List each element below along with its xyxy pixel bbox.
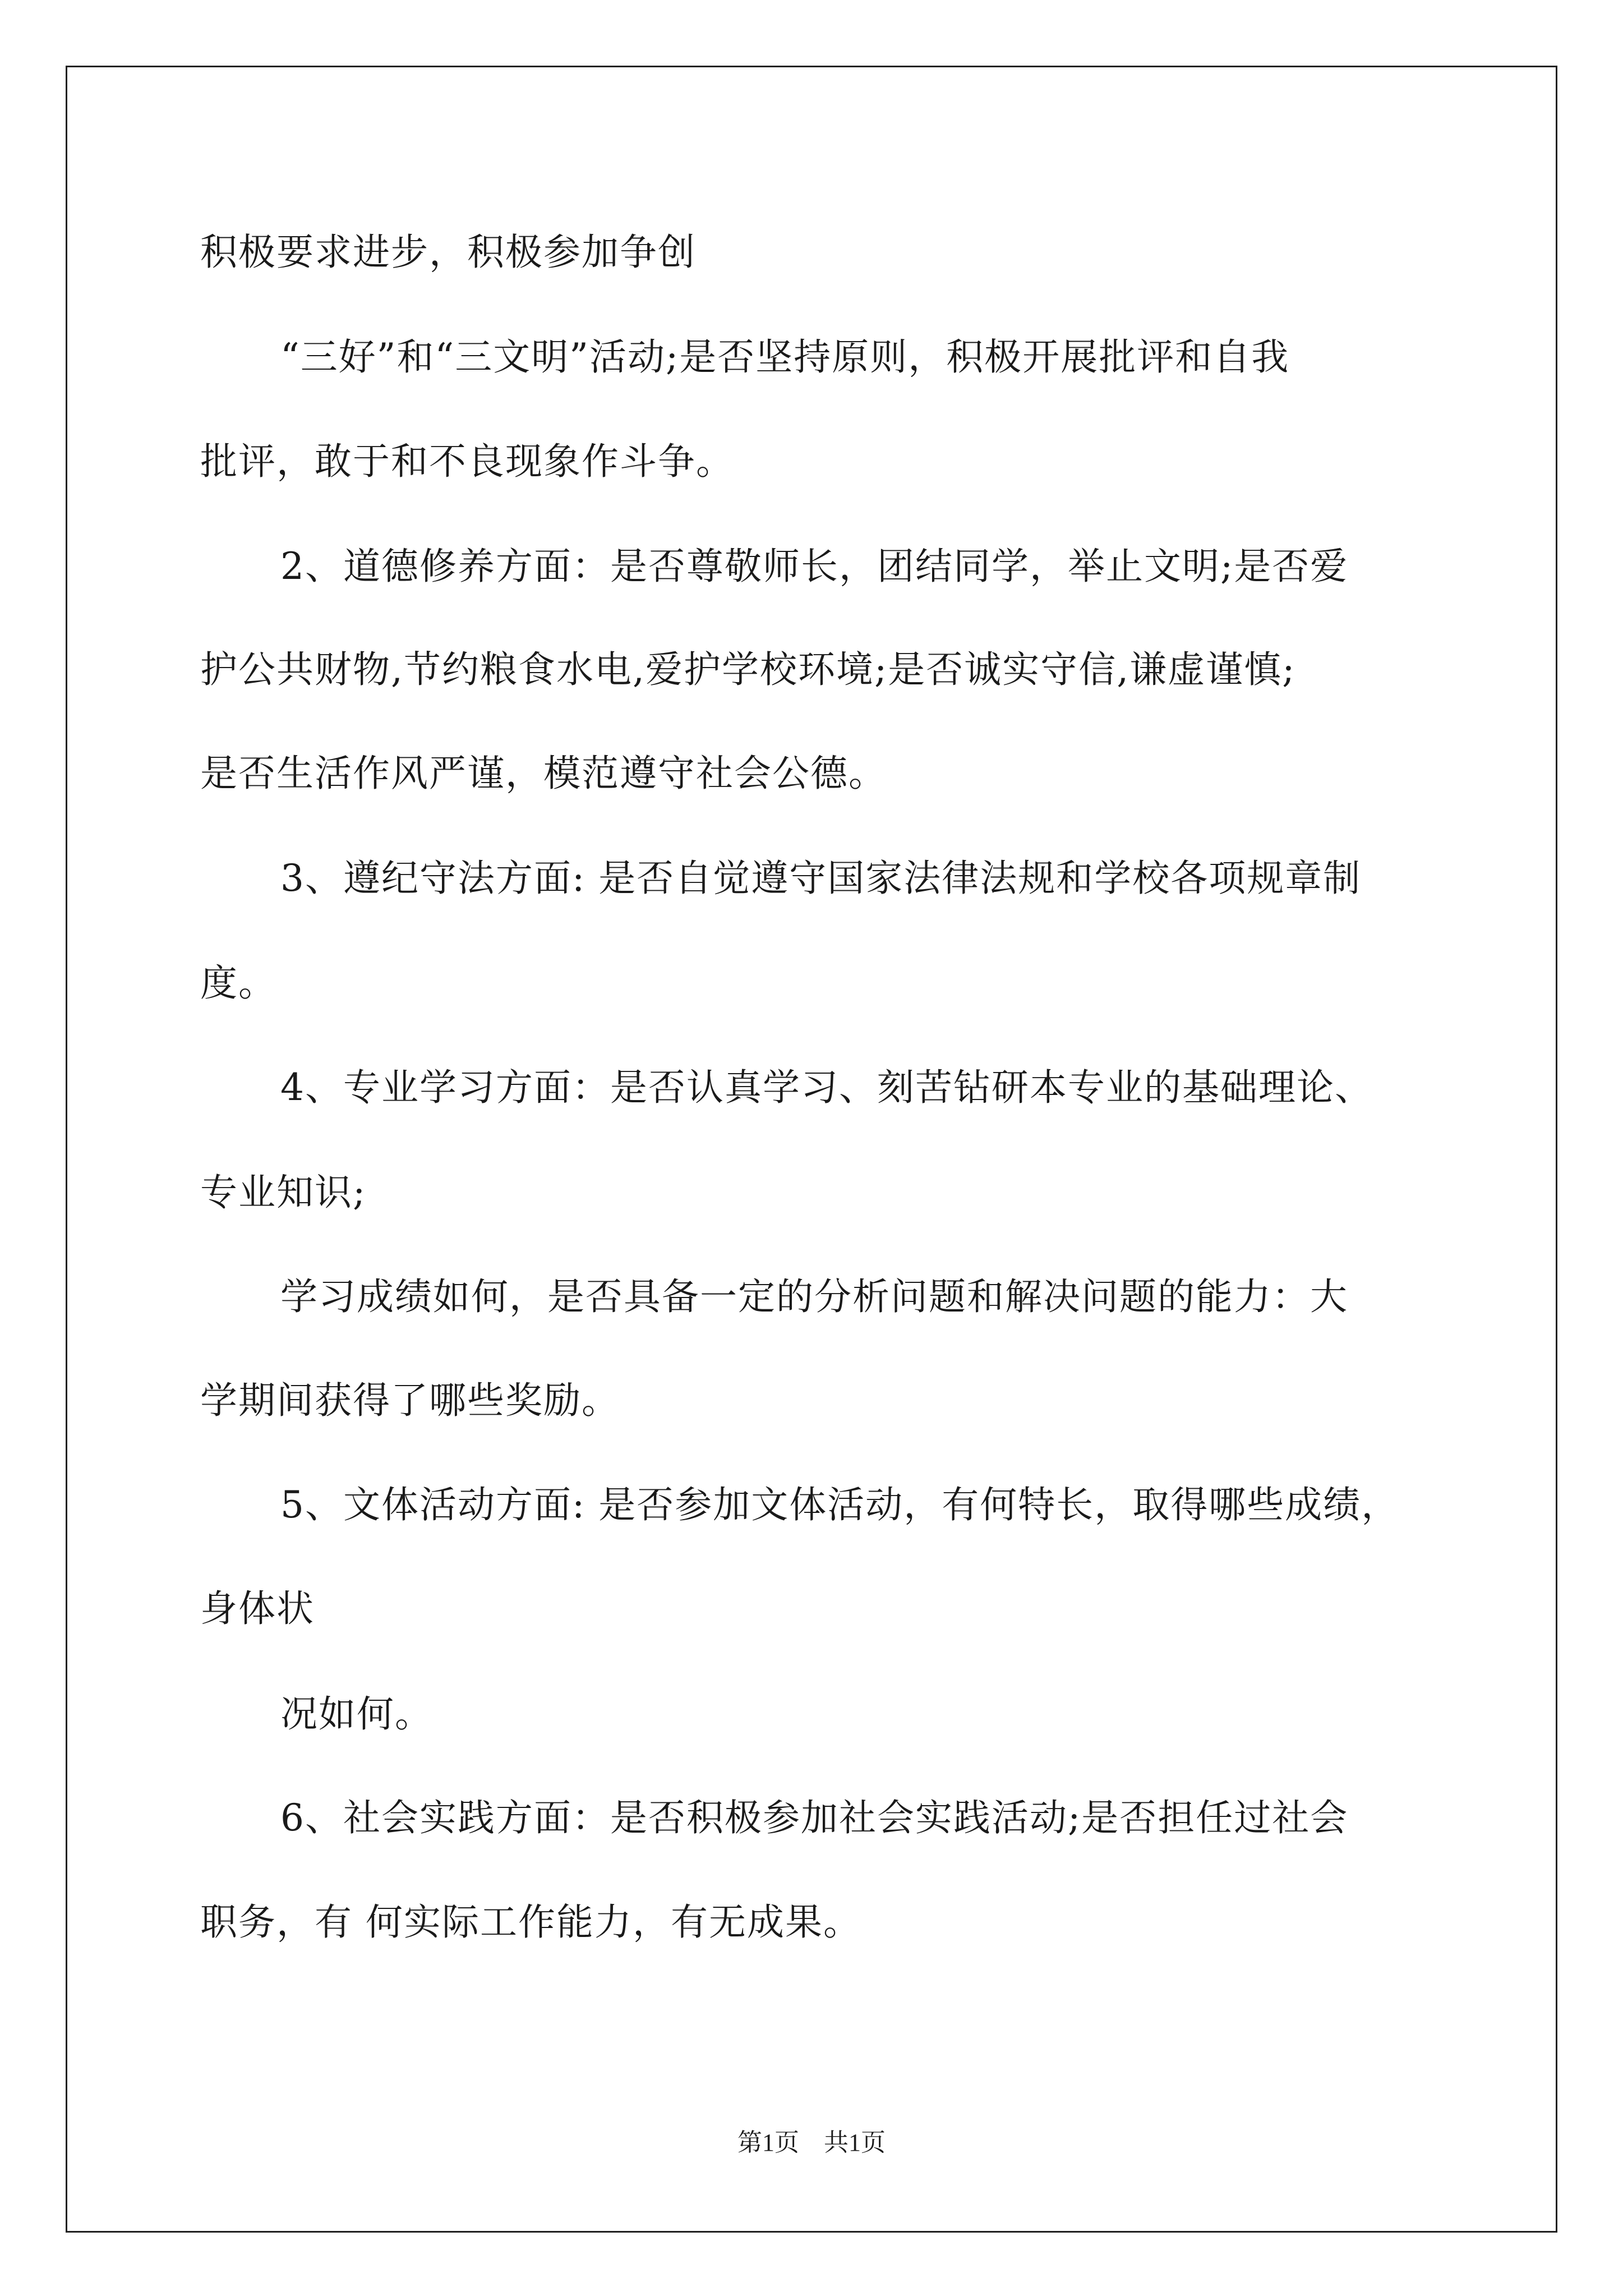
text-line-3: 批评，敢于和不良现象作斗争。 <box>200 440 734 483</box>
page-number-footer: 第1页 共1页 <box>737 2129 886 2156</box>
text-line-15: 况如何。 <box>280 1692 433 1736</box>
text-line-4: 2、道德修养方面：是否尊敬师长，团结同学，举止文明;是否爱 <box>280 545 1349 588</box>
text-line-7: 3、遵纪守法方面: 是否自觉遵守国家法律法规和学校各项规章制 <box>280 857 1362 900</box>
text-line-9: 4、专业学习方面：是否认真学习、刻苦钻研本专业的基础理论、 <box>280 1066 1373 1109</box>
text-line-11: 学习成绩如何，是否具备一定的分析问题和解决问题的能力：大 <box>280 1275 1348 1318</box>
text-line-2: “三好”和“三文明”活动;是否坚持原则，积极开展批评和自我 <box>280 335 1290 379</box>
text-line-12: 学期间获得了哪些奖励。 <box>200 1379 620 1422</box>
text-line-16: 6、社会实践方面：是否积极参加社会实践活动;是否担任过社会 <box>280 1796 1349 1839</box>
text-line-14: 身体状 <box>200 1587 315 1630</box>
text-line-13: 5、文体活动方面: 是否参加文体活动，有何特长，取得哪些成绩， <box>280 1483 1400 1526</box>
text-line-17: 职务，有 何实际工作能力，有无成果。 <box>200 1901 861 1944</box>
text-line-10: 专业知识; <box>200 1171 367 1214</box>
text-line-5: 护公共财物,节约粮食水电,爱护学校环境;是否诚实守信,谦虚谨慎; <box>200 648 1296 691</box>
text-line-1: 积极要求进步，积极参加争创 <box>200 231 696 274</box>
text-line-8: 度。 <box>200 961 276 1005</box>
text-line-6: 是否生活作风严谨，模范遵守社会公德。 <box>200 752 887 795</box>
